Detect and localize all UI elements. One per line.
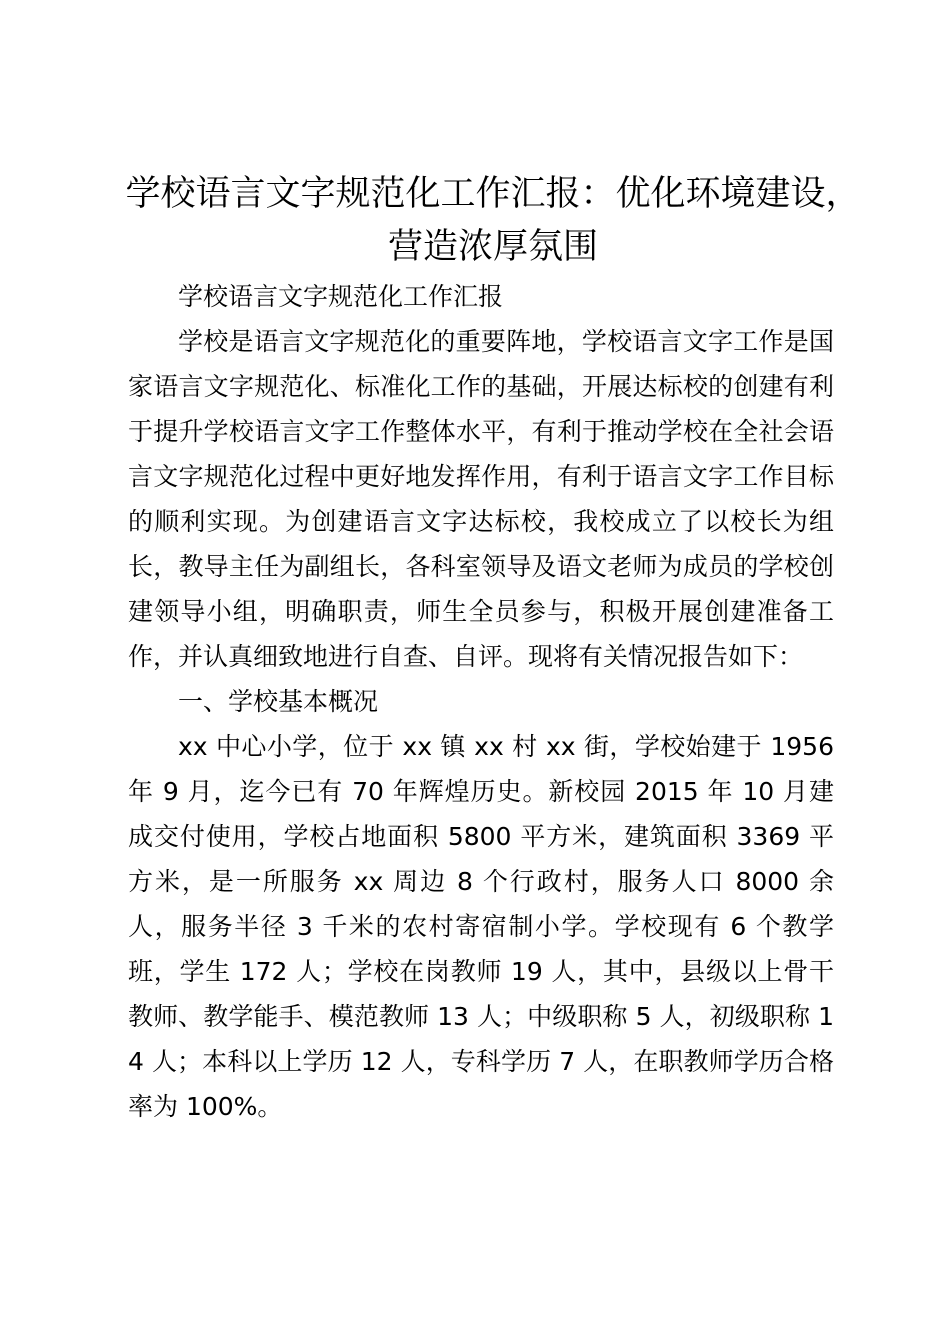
- intro-paragraph: 学校是语言文字规范化的重要阵地，学校语言文字工作是国家语言文字规范化、标准化工作的基础，开展达标校的创建有利于提升学校语言文字工作整体水平，有利于推动学校在全社会语言文字规范化过程中更好地发挥作用，有利于语言文字工作目标的顺利实现。为创建语言文字达标校，我校成立了以校长为组长，教导主任为副组长，各科室领导及语文老师为成员的学校创建领导小组，明确职责，师生全员参与，积极开展创建准备工作，并认真细致地进行自查、自评。现将有关情况报告如下：: [128, 327, 834, 671]
- document-body: [128, 274, 834, 1129]
- section-heading: 一、学校基本概况: [178, 687, 379, 716]
- school-overview-paragraph: xx 中心小学，位于 xx 镇 xx 村 xx 街，学校始建于 1956 年 9 月，迄今已有 70 年辉煌历史。新校园 2015 年 10 月建成交付使用，学校占地面积 5800 平方米，建筑面积 3369 平方米，是一所服务 xx 周边 8 个行政村，服务人口 8000 余人，服务半径 3 千米的农村寄宿制小学。学校现有 6 个教学班，学生 172 人；学校在岗教师 19 人，其中，县级以上骨干教师、教学能手、模范教师 13 人；中级职称 5 人，初级职称 14 人；本科以上学历 12 人，专科学历 7 人，在职教师学历合格率为 100%。: [128, 732, 834, 1121]
- report-subtitle: 学校语言文字规范化工作汇报: [178, 282, 504, 311]
- document-title: 学校语言文字规范化工作汇报：优化环境建设，营造浓厚氛围: [125, 174, 861, 267]
